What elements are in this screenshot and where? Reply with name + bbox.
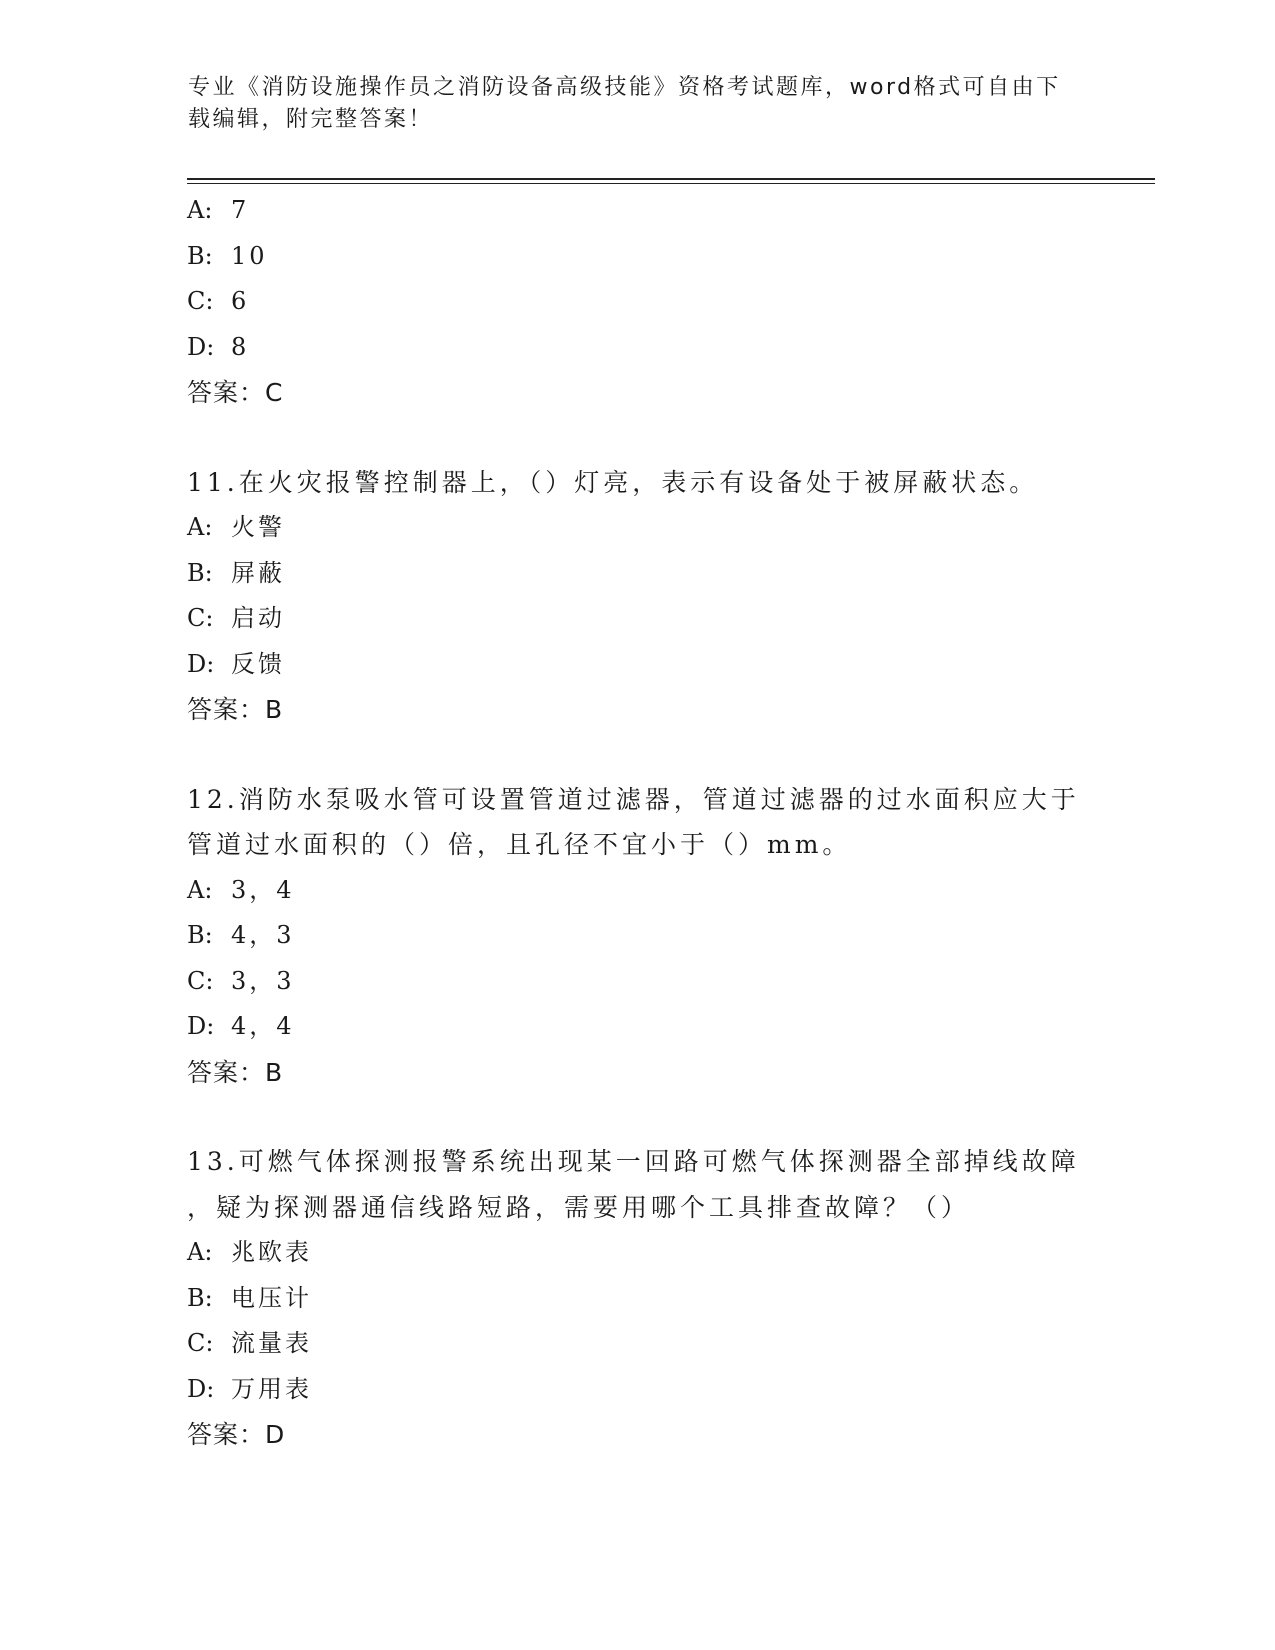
option-b: B: 10: [187, 241, 268, 270]
question-text: [187, 1139, 1087, 1230]
question-line: 管道过水面积的（）倍，且孔径不宜小于（）mm。: [187, 830, 852, 859]
answer-line: 答案：B: [187, 1057, 284, 1087]
question-12: [187, 777, 1087, 1096]
header-divider-thin: [187, 183, 1155, 184]
option-d: D: 4，4: [187, 1012, 295, 1040]
option-b: B: 电压计: [187, 1283, 312, 1312]
option-a: A: 7: [187, 196, 250, 224]
option-c: C: 6: [187, 287, 250, 315]
document-header: [188, 72, 1088, 136]
question-line: 12.消防水泵吸水管可设置管道过滤器，管道过滤器的过水面积应大于: [187, 784, 1080, 814]
option-d: D: 反馈: [187, 649, 285, 678]
question-11: [187, 460, 1087, 733]
option-c: C: 流量表: [187, 1329, 312, 1357]
question-line: 11.在火灾报警控制器上，（）灯亮，表示有设备处于被屏蔽状态。: [187, 467, 1039, 497]
option-d: D: 8: [187, 332, 250, 361]
answer-line: 答案：D: [187, 1420, 286, 1449]
answer-line: 答案：B: [187, 695, 284, 724]
option-b: B: 4，3: [187, 921, 295, 949]
question-10: [187, 188, 1087, 416]
header-line-2: 载编辑，附完整答案！: [188, 107, 434, 132]
header-divider-thick: [187, 178, 1155, 180]
question-text: [187, 460, 1087, 506]
option-a: A: 3，4: [187, 875, 295, 904]
option-c: C: 3，3: [187, 966, 295, 995]
question-text: [187, 777, 1087, 868]
question-line: ，疑为探测器通信线路短路，需要用哪个工具排查故障？（）: [187, 1192, 971, 1222]
option-a: A: 兆欧表: [187, 1238, 312, 1266]
header-line-1: 专业《消防设施操作员之消防设备高级技能》资格考试题库，word格式可自由下: [188, 75, 1061, 100]
option-d: D: 万用表: [187, 1374, 312, 1403]
question-line: 13.可燃气体探测报警系统出现某一回路可燃气体探测器全部掉线故障: [187, 1147, 1080, 1176]
option-b: B: 屏蔽: [187, 558, 285, 587]
question-13: [187, 1139, 1087, 1458]
answer-line: 答案：C: [187, 378, 284, 407]
option-c: C: 启动: [187, 604, 285, 632]
question-list: [187, 188, 1087, 1458]
option-a: A: 火警: [187, 513, 285, 541]
